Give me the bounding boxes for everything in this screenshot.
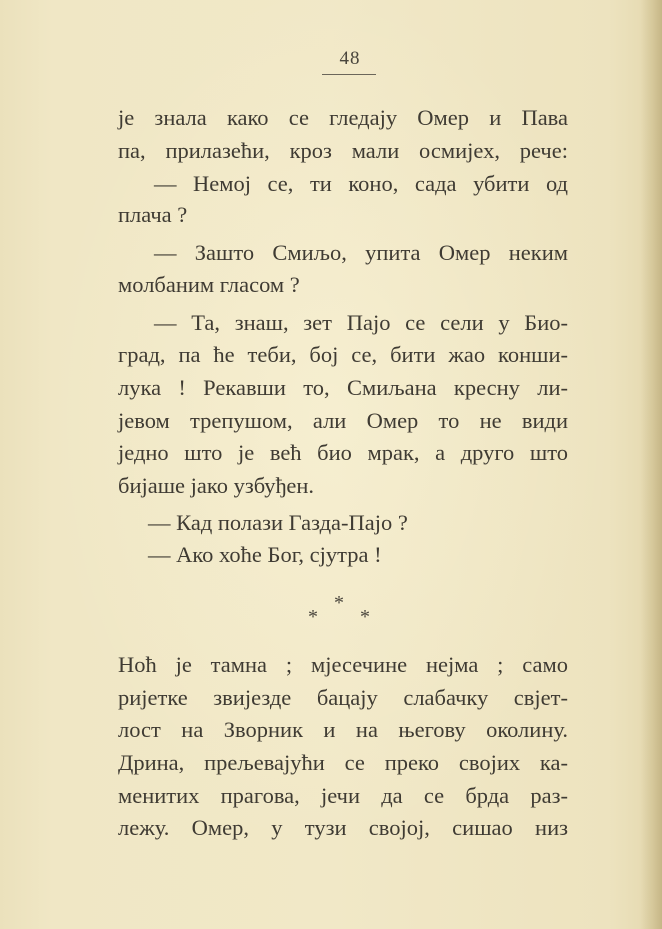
text-line: Ноћ је тамна ; мјесечине нејма ; само [118,652,568,677]
section-break-asterisks [300,592,380,632]
text-line: — Ако хоће Бог, сјутра ! [148,542,382,567]
text-line: — Зашто Смиљо, упита Омер неким [154,240,568,265]
text-line: — Немој се, ти коно, сада убити од [154,171,568,196]
page-edge-shadow [640,0,662,929]
text-line: лука ! Рекавши то, Смиљана кресну ли- [118,375,568,400]
page-number-underline [322,74,376,75]
text-line: је знала како се гледају Омер и Пава [118,105,568,130]
asterisk: * [360,606,370,628]
text-line: бијаше јако узбуђен. [118,473,315,498]
text-line: плача ? [118,202,188,227]
text-line: — Кад полази Газда-Пајо ? [148,510,408,535]
text-line: менитих прагова, јечи да се брда раз- [118,783,568,808]
text-line: лежу. Омер, у тузи својој, сишао низ [118,815,568,840]
asterisk: * [308,606,318,628]
text-line: град, па ће теби, бој се, бити жао конши- [118,342,568,367]
text-line: ријетке звијезде бацају слабачку свјет- [118,685,568,710]
text-line: једно што је већ био мрак, а друго што [118,440,568,465]
text-line: молбаним гласом ? [118,272,300,297]
text-line: јевом трепушом, али Омер то не види [118,408,568,433]
text-line: лост на Зворник и на његову околину. [118,717,568,742]
page-number: 48 [339,48,361,69]
asterisk: * [334,592,344,614]
text-line: — Та, знаш, зет Пајо се сели у Био- [154,310,568,335]
text-line: Дрина, прељевајући се преко својих ка- [118,750,568,775]
text-line: па, прилазећи, кроз мали осмијех, рече: [118,138,568,163]
